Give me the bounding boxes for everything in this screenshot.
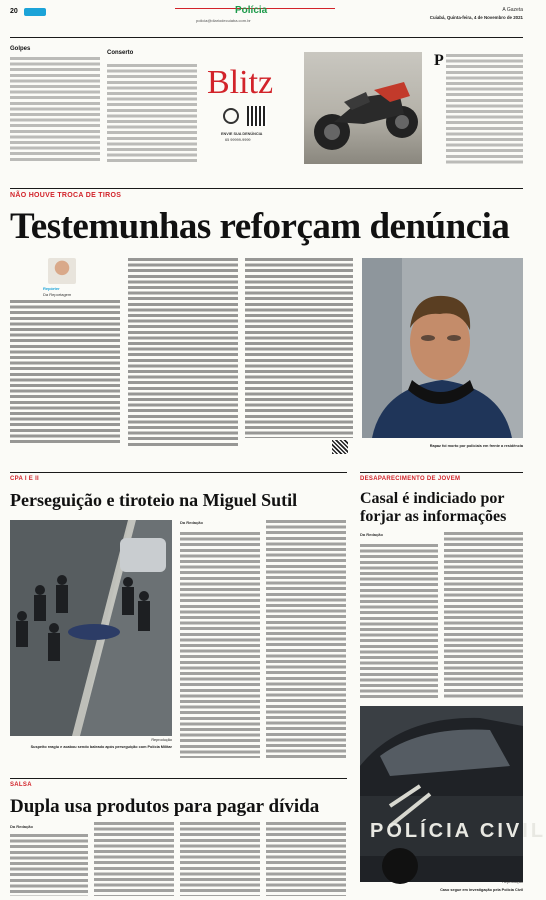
story3-photo-credit: Reprodução	[502, 880, 523, 884]
newspaper-name: A Gazeta	[502, 7, 523, 13]
section-title: Polícia	[235, 5, 268, 16]
story4-text-col3	[180, 822, 260, 896]
top-rule	[10, 37, 523, 38]
brief-dropcap: P	[434, 52, 444, 69]
main-photo-caption: Rapaz foi morto por policiais em frente a residência	[429, 444, 523, 448]
page-header	[10, 6, 523, 28]
section-badge	[24, 8, 46, 16]
brief-title-golpes: Golpes	[10, 46, 31, 52]
story2-text-col1	[180, 532, 260, 758]
main-kicker: NÃO HOUVE TROCA DE TIROS	[10, 192, 122, 199]
story2-photo	[10, 520, 172, 736]
story2-kicker: CPA I E II	[10, 476, 40, 482]
brief-title-conserto: Conserto	[107, 50, 134, 56]
blitz-contact: ENVIE SUA DENÚNCIA	[221, 132, 263, 136]
story3-photo-caption: Caso segue em investigação pela Polícia Civil	[440, 888, 523, 892]
story2-photo-credit: Reprodução	[151, 738, 172, 742]
brief-text-golpes	[10, 57, 100, 162]
blitz-box	[205, 52, 295, 152]
main-qr-icon	[332, 440, 348, 454]
story3-byline: Da Redação	[360, 532, 383, 537]
brief-text-right	[434, 54, 523, 164]
main-text-col3	[245, 258, 353, 438]
brief-text-conserto	[107, 64, 197, 162]
main-headline: Testemunhas reforçam denúncia	[10, 206, 510, 247]
main-story-rule	[10, 188, 523, 189]
vehicle-text: POLÍCIA CIVIL	[370, 820, 546, 842]
author-photo	[48, 258, 76, 284]
story4-kicker: SALSA	[10, 782, 32, 788]
story3-photo	[360, 706, 546, 882]
story4-text-col4	[266, 822, 346, 896]
story3-kicker: DESAPARECIMENTO DE JOVEM	[360, 476, 461, 482]
story2-photo-caption: Suspeito reagiu e acabou sendo baleado após perseguição com Polícia Militar	[30, 745, 172, 749]
story3-rule	[360, 472, 523, 473]
story4-text-col1	[10, 834, 88, 896]
section-email: policia@diariodecuiaba.com.br	[196, 18, 251, 23]
story4-rule	[10, 778, 347, 779]
main-text-col2	[128, 258, 238, 446]
date-line: Cuiabá, Quinta-feira, 4 de Novembro de 2021	[429, 15, 523, 20]
whatsapp-icon	[223, 108, 239, 124]
story3-headline: Casal é indiciado por forjar as informações	[360, 490, 507, 525]
blitz-logo: Blitz	[207, 64, 274, 101]
page-number: 20	[10, 8, 18, 15]
story4-headline: Dupla usa produtos para pagar dívida	[10, 796, 320, 817]
main-photo	[362, 258, 523, 438]
story4-text-col2	[94, 822, 174, 896]
author-name: Repórter	[43, 286, 60, 291]
motorcycle-photo	[304, 52, 422, 164]
story2-byline: Da Redação	[180, 520, 203, 525]
qr-code-icon	[247, 106, 267, 126]
author-role: Da Reportagem	[43, 292, 72, 297]
story2-rule	[10, 472, 347, 473]
story3-text-col1	[360, 544, 438, 700]
blitz-phone: 65 99999-9999	[225, 138, 251, 142]
story2-text-col2	[266, 520, 346, 758]
main-text-col1	[10, 300, 120, 445]
story2-headline: Perseguição e tiroteio na Miguel Sutil	[10, 490, 298, 510]
story3-text-col2	[444, 532, 523, 700]
story4-byline: Da Redação	[10, 824, 33, 829]
